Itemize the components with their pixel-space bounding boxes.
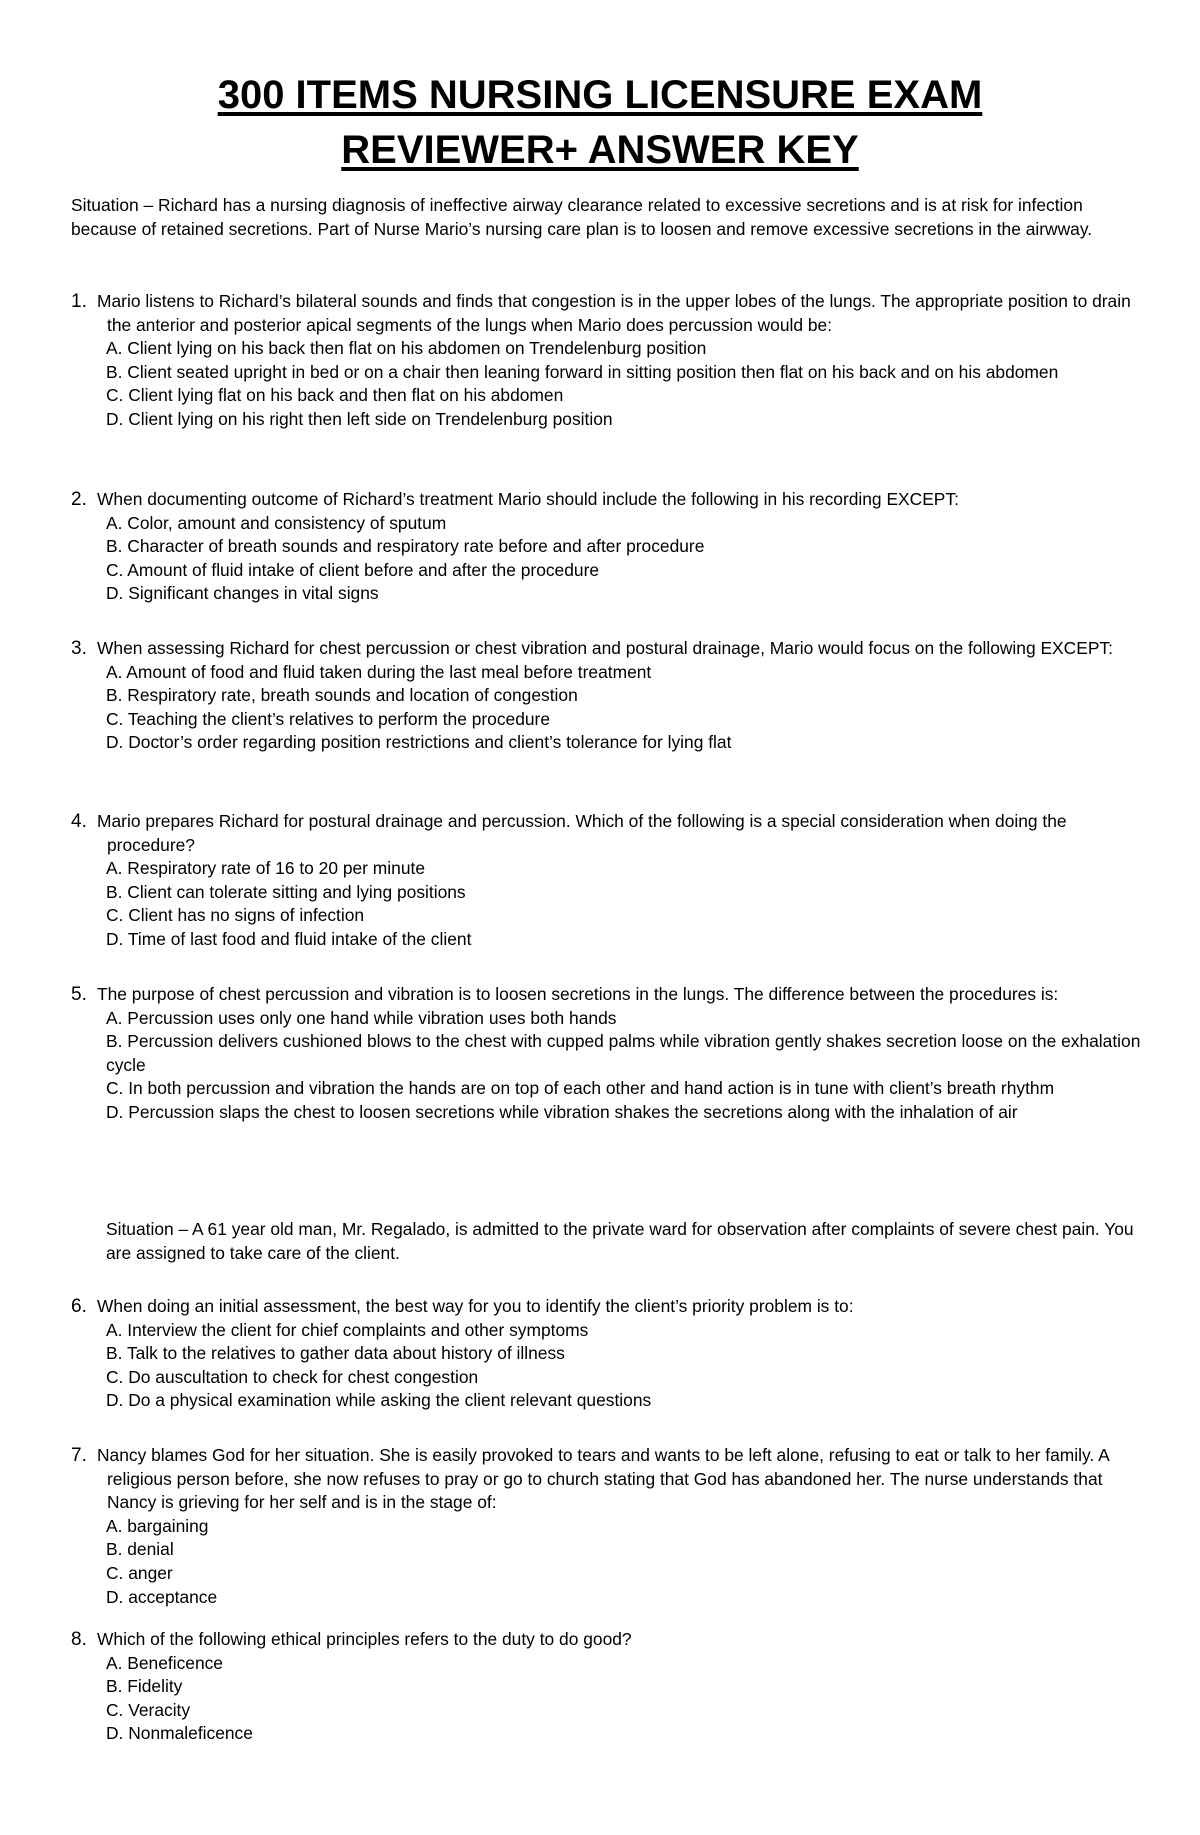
question-number: 6. [71, 1296, 87, 1317]
question-1 [71, 290, 1151, 432]
answer-option: D. Significant changes in vital signs [106, 583, 379, 604]
answer-option: A. Client lying on his back then flat on his abdomen on Trendelenburg position [106, 338, 707, 359]
answer-option: D. Nonmaleficence [106, 1723, 253, 1744]
question-number: 1. [71, 291, 87, 312]
answer-option: A. Respiratory rate of 16 to 20 per minute [106, 858, 425, 879]
answer-option: D. acceptance [106, 1586, 218, 1607]
question-number: 4. [71, 811, 87, 832]
answer-option: A. Interview the client for chief complaints and other symptoms [106, 1319, 589, 1340]
answer-option: C. Client lying flat on his back and then flat on his abdomen [106, 385, 564, 406]
answer-option: A. Amount of food and fluid taken during the last meal before treatment [106, 661, 652, 682]
question-5 [71, 983, 1151, 1125]
question-stem [71, 290, 1151, 337]
question-text: When assessing Richard for chest percussion or chest vibration and postural drainage, Mario would focus on the following EXCEPT: [97, 638, 1113, 658]
question-text: Mario listens to Richard’s bilateral sounds and finds that congestion is in the upper lobes of the lungs. The appropriate position to drain the anterior and posterior apical segments of the lungs when Mario does percussion would be: [97, 291, 1131, 335]
question-7 [71, 1444, 1151, 1609]
question-6 [71, 1295, 1151, 1413]
answer-option: B. Respiratory rate, breath sounds and location of congestion [106, 685, 578, 706]
answer-option: B. Character of breath sounds and respiratory rate before and after procedure [106, 536, 705, 557]
document-title-line-2: REVIEWER+ ANSWER KEY [341, 128, 859, 172]
question-number: 3. [71, 638, 87, 659]
question-number: 8. [71, 1629, 87, 1650]
answer-option: C. Teaching the client’s relatives to perform the procedure [106, 708, 551, 729]
answer-option: D. Doctor’s order regarding position restrictions and client’s tolerance for lying flat [106, 732, 732, 753]
question-number: 5. [71, 984, 87, 1005]
answer-option: C. anger [106, 1562, 173, 1583]
answer-option: A. Percussion uses only one hand while vibration uses both hands [106, 1007, 617, 1028]
answer-option: D. Client lying on his right then left side on Trendelenburg position [106, 408, 613, 429]
question-stem [71, 488, 1151, 512]
answer-option: D. Do a physical examination while asking the client relevant questions [106, 1390, 652, 1411]
answer-option: B. Percussion delivers cushioned blows to the chest with cupped palms while vibration gently shakes secretion loose on the exhalation cycle [106, 1031, 1141, 1075]
question-3 [71, 637, 1151, 755]
answer-option: B. Talk to the relatives to gather data about history of illness [106, 1343, 565, 1364]
question-text: Mario prepares Richard for postural drainage and percussion. Which of the following is a special consideration when doing the procedure? [97, 811, 1067, 855]
question-number: 7. [71, 1445, 87, 1466]
answer-option: A. bargaining [106, 1515, 209, 1536]
answer-option: C. Amount of fluid intake of client before and after the procedure [106, 559, 600, 580]
question-text: Nancy blames God for her situation. She is easily provoked to tears and wants to be left alone, refusing to eat or talk to her family. A religious person before, she now refuses to pray or go to church stating that God has abandoned her. The nurse understands that Nancy is grieving for her self and is in the stage of: [97, 1445, 1109, 1513]
answer-option: C. Client has no signs of infection [106, 905, 365, 926]
answer-option: A. Beneficence [106, 1652, 223, 1673]
question-text: When doing an initial assessment, the best way for you to identify the client’s priority problem is to: [97, 1296, 854, 1316]
document-title-line-1: 300 ITEMS NURSING LICENSURE EXAM [217, 73, 983, 117]
question-stem [71, 637, 1151, 661]
question-text: When documenting outcome of Richard’s treatment Mario should include the following in his recording EXCEPT: [97, 489, 959, 509]
situation-paragraph-2: Situation – A 61 year old man, Mr. Regalado, is admitted to the private ward for observation after complaints of severe chest pain. You are assigned to take care of the client. [106, 1219, 1134, 1263]
answer-option: D. Percussion slaps the chest to loosen secretions while vibration shakes the secretions along with the inhalation of air [106, 1101, 1018, 1122]
question-4 [71, 810, 1151, 952]
answer-option: C. Do auscultation to check for chest congestion [106, 1366, 479, 1387]
question-stem [71, 810, 1151, 857]
answer-option: B. Client seated upright in bed or on a chair then leaning forward in sitting position then flat on his back and on his abdomen [106, 361, 1059, 382]
answer-option: B. Fidelity [106, 1676, 183, 1697]
question-8 [71, 1628, 1151, 1746]
question-text: The purpose of chest percussion and vibration is to loosen secretions in the lungs. The difference between the procedures is: [97, 984, 1059, 1004]
answer-option: B. denial [106, 1539, 174, 1560]
answer-option: B. Client can tolerate sitting and lying positions [106, 881, 466, 902]
question-stem [71, 983, 1151, 1007]
question-stem [71, 1444, 1151, 1515]
question-stem [71, 1628, 1151, 1652]
question-stem [71, 1295, 1151, 1319]
answer-option: A. Color, amount and consistency of sputum [106, 512, 447, 533]
question-text: Which of the following ethical principles refers to the duty to do good? [97, 1629, 632, 1649]
question-number: 2. [71, 489, 87, 510]
answer-option: C. Veracity [106, 1699, 191, 1720]
answer-option: D. Time of last food and fluid intake of the client [106, 928, 472, 949]
situation-paragraph-1: Situation – Richard has a nursing diagnosis of ineffective airway clearance related to excessive secretions and is at risk for infection because of retained secretions. Part of Nurse Mario’s nursing care plan is to loosen and remove excessive secretions in the airwway. [71, 195, 1093, 239]
answer-option: C. In both percussion and vibration the hands are on top of each other and hand action is in tune with client’s breath rhythm [106, 1078, 1055, 1099]
question-2 [71, 488, 1151, 606]
